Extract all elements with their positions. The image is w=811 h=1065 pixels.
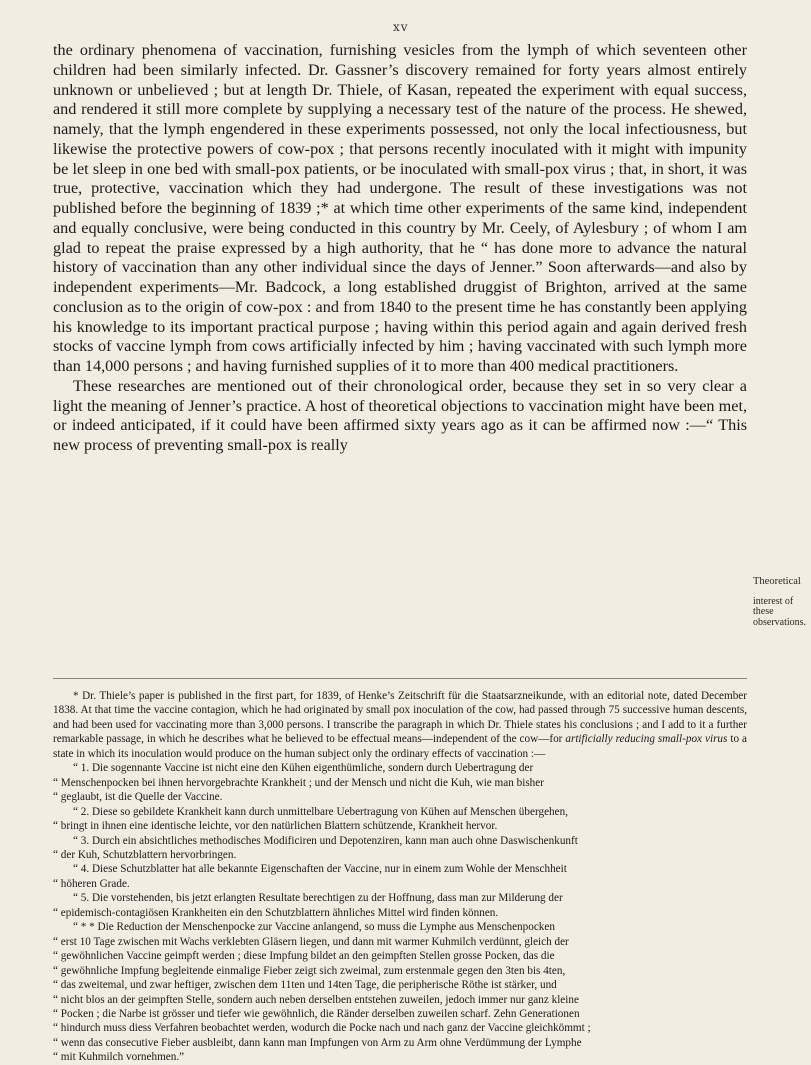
footnote-intro <box>53 689 747 761</box>
german-quote-line: “ mit Kuhmilch vornehmen.” <box>53 1051 185 1064</box>
german-quote-line: “ der Kuh, Schutzblattern hervorbringen. <box>53 848 237 861</box>
footnote-intro-italic: artificially reducing small-pox virus <box>565 733 728 746</box>
german-quote-line: “ * * Die Reduction der Menschenpocke zur Vaccine anlangend, so muss die Lymphe aus Menschenpocken <box>73 921 555 934</box>
page-number: xv <box>393 20 409 34</box>
german-quote-line: “ Menschenpocken bei ihnen hervorgebrachte Krankheit ; und der Mensch und nicht die Kuh, wie man bisher <box>53 776 544 789</box>
german-quote-line: “ 2. Diese so gebildete Krankheit kann durch unmittelbare Uebertragung von Kühen auf Menschen übergehen, <box>73 805 568 818</box>
german-quote-line: “ nicht blos an der geimpften Stelle, sondern auch neben derselben entstehen zuweilen, jedoch immer nur ganz kleine <box>53 993 579 1006</box>
german-quote-line: “ gewöhnliche Impfung begleitende einmalige Fieber zeigt sich zweimal, zum erstenmale gegen den 3ten bis 4ten, <box>53 964 566 977</box>
german-quote-line: “ hindurch muss diess Verfahren beobachtet werden, wodurch die Pocke nach und nach ganz der Vaccine gleichkömmt ; <box>53 1022 591 1035</box>
german-quote-line: “ geglaubt, ist die Quelle der Vaccine. <box>53 791 223 804</box>
margin-note-line-1: Theoretical <box>753 576 801 587</box>
german-quote-line: “ 4. Diese Schutzblatter hat alle bekannte Eigenschaften der Vaccine, nur in einem zum Wohle der Menschheit <box>73 863 567 876</box>
german-quote-line: “ 3. Durch ein absichtliches methodisches Modificiren und Depotenziren, kann man auch ohne Daswischenkunft <box>73 834 578 847</box>
german-quote-line: “ höheren Grade. <box>53 877 130 890</box>
german-quote-line: “ erst 10 Tage zwischen mit Wachs verklebten Gläsern liegen, und dann mit warmer Kuhmilch verdünnt, gleich der <box>53 935 569 948</box>
footnote-intro-text: * Dr. Thiele’s paper is published in the first part, for 1839, of Henke’s Zeitschrift für die Staatsarzneikunde, with an editorial note, dated December 1838. At that time the vaccine contagion, which he had originated by small pox inoculation of the cow, had passed through 75 successive human descents, and had been used for vaccinating more than 3,000 persons. I transcribe the paragraph in which Dr. Thiele states his conclusions ; and I add to it a further remarkable passage, in which he describes what he believed to be effectual means—independent of the cow—for <box>53 690 747 746</box>
german-quote-line: “ Pocken ; die Narbe ist grösser und tiefer wie gewöhnlich, die Ränder derselben zuweilen scharf. Zehn Generationen <box>53 1007 580 1020</box>
german-quote-line: “ bringt in ihnen eine identische leichte, vor den natürlichen Blattern schützende, Krankheit hervor. <box>53 820 498 833</box>
german-quote-line: “ gewöhnlichen Vaccine geimpft werden ; diese Impfung bildet an den geimpften Stellen grosse Pocken, das die <box>53 950 555 963</box>
german-quote-line: “ das zweitemal, und zwar heftiger, zwischen dem 11ten und 14ten Tage, die peripherische Röthe ist stärker, und <box>53 979 557 992</box>
german-quote-line: “ 5. Die vorstehenden, bis jetzt erlangten Resultate berechtigen zu der Hoffnung, dass man zur Milderung der <box>73 892 563 905</box>
footnote <box>53 689 747 1065</box>
main-text <box>53 41 747 456</box>
german-quote-line: “ 1. Die sogennante Vaccine ist nicht eine den Kühen eigenthümliche, sondern durch Uebertragung der <box>73 762 534 775</box>
paragraph-1: the ordinary phenomena of vaccination, furnishing vesicles from the lymph of which seventeen other children had been similarly infected. Dr. Gassner’s discovery remained for forty years almost entirely unknown or unbelieved ; but at length Dr. Thiele, of Kasan, repeated the experiment with equal success, and rendered it still more complete by supplying a necessary test of the nature of the process. He shewed, namely, that the lymph engendered in these experiments possessed, not only the local infectiousness, but likewise the protective powers of cow-pox ; that persons recently inoculated with it might with impunity be let sleep in one bed with small-pox patients, or be inoculated with small-pox virus ; that, in short, it was true, protective, vaccination which they had undergone. The result of these investigations was not published before the beginning of 1839 ;* at which time other experiments of the same kind, independent and equally conclusive, were being conducted in this country by Mr. Ceely, of Aylesbury ; of whom I am glad to repeat the praise expressed by a high authority, that he “ has done more to advance the natural history of vaccination than any other individual since the days of Jenner.” Soon afterwards—and also by independent experiments—Mr. Badcock, a long established druggist of Brighton, arrived at the same conclusion as to the origin of cow-pox : and from 1840 to the present time he has constantly been applying his knowledge to its important practical purpose ; having within this period again and again derived fresh stocks of vaccine lymph from cows artificially infected by him ; having vaccinated with such lymph more than 14,000 persons ; and having furnished supplies of it to more than 400 medical practitioners. <box>53 41 747 375</box>
paragraph-2: These researches are mentioned out of their chronological order, because they set in so very clear a light the meaning of Jenner’s practice. A host of theoretical objections to vaccination might have been met, or indeed anticipated, if it could have been affirmed sixty years ago as it can be affirmed now :—“ This new process of preventing small-pox is really <box>53 376 747 454</box>
german-quote-line: “ wenn das consecutive Fieber ausbleibt, dann kann man Impfungen von Arm zu Arm ohne Verdümmung der Lymphe <box>53 1036 582 1049</box>
footnote-intro-text-end: to a state in which its inoculation would produce on the human subject only the ordinary effects of vaccination :— <box>53 733 747 760</box>
german-quote-line: “ epidemisch-contagiösen Krankheiten ein den Schutzblattern ähnliches Mittel wird finden können. <box>53 906 499 919</box>
margin-note-line-2: interest of these observations. <box>753 595 807 628</box>
footnote-divider <box>53 678 747 679</box>
margin-note <box>753 576 811 628</box>
